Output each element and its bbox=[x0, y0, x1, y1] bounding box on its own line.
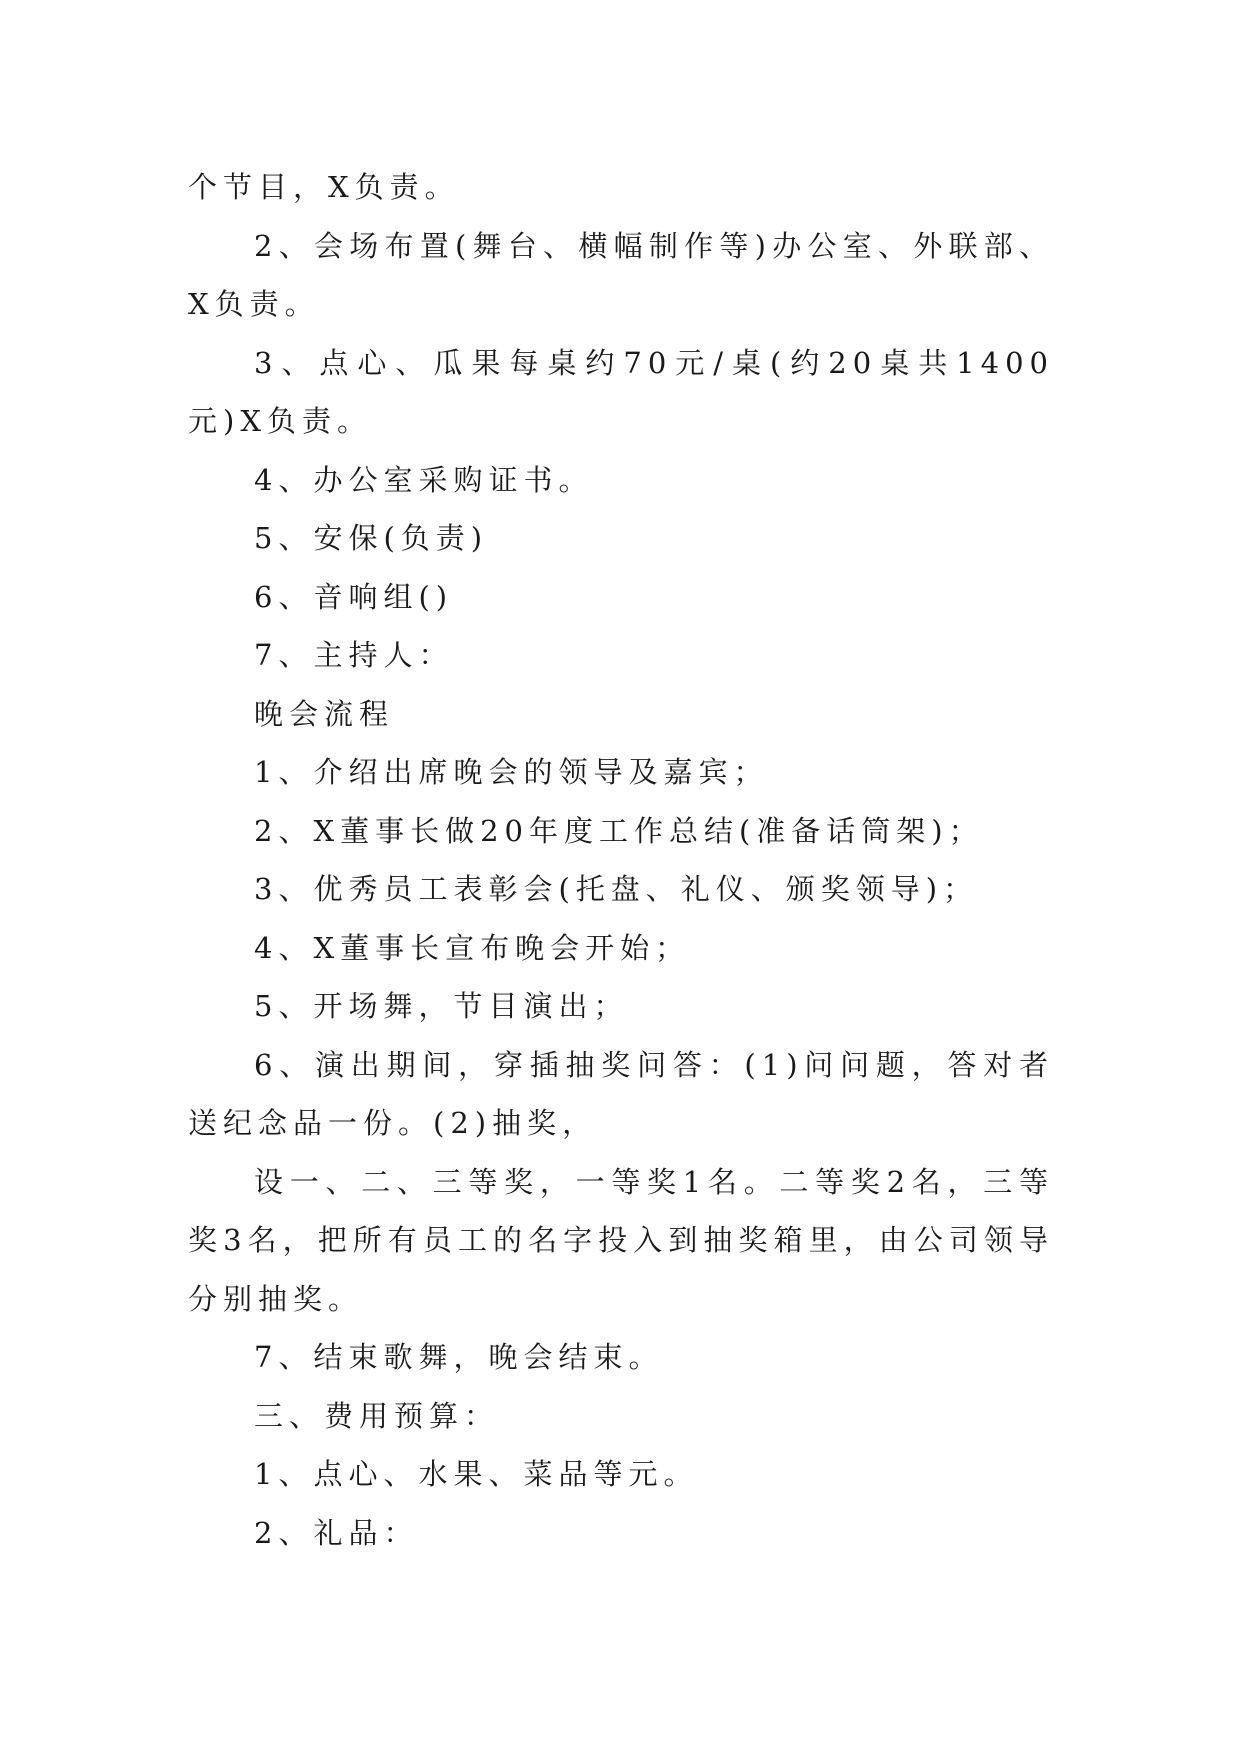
paragraph-19: 2、礼品： bbox=[254, 1515, 419, 1550]
paragraph-16: 7、结束歌舞，晚会结束。 bbox=[254, 1340, 664, 1374]
paragraph-10: 2、X董事长做20年度工作总结(准备话筒架)； bbox=[254, 813, 984, 848]
paragraph-13: 5、开场舞，节目演出； bbox=[254, 989, 629, 1023]
paragraph-5: 5、安保(负责) bbox=[254, 521, 489, 555]
paragraph-15: 设一、二、三等奖，一等奖1名。二等奖2名，三等奖3名，把所有员工的名字投入到抽奖箱里，由公司领导分别抽奖。 bbox=[188, 1164, 1054, 1316]
paragraph-1: 个节目，X负责。 bbox=[188, 170, 460, 204]
paragraph-6: 6、音响组() bbox=[254, 579, 454, 614]
section-heading-evening-program: 晚会流程 bbox=[254, 696, 395, 731]
paragraph-7: 7、主持人： bbox=[254, 638, 454, 672]
paragraph-11: 3、优秀员工表彰会(托盘、礼仪、颁奖领导)； bbox=[254, 872, 979, 906]
section-heading-budget: 三、费用预算： bbox=[254, 1398, 500, 1433]
document-body bbox=[188, 158, 1054, 1562]
paragraph-3: 3、点心、瓜果每桌约70元/桌(约20桌共1400元)X负责。 bbox=[188, 345, 1054, 438]
paragraph-9: 1、介绍出席晚会的领导及嘉宾； bbox=[254, 755, 769, 789]
paragraph-18: 1、点心、水果、菜品等元。 bbox=[254, 1457, 699, 1491]
paragraph-2: 2、会场布置(舞台、横幅制作等)办公室、外联部、X负责。 bbox=[188, 228, 1054, 321]
paragraph-14: 6、演出期间，穿插抽奖问答：(1)问问题，答对者送纪念品一份。(2)抽奖， bbox=[188, 1047, 1054, 1140]
paragraph-12: 4、X董事长宣布晚会开始； bbox=[254, 930, 691, 965]
paragraph-4: 4、办公室采购证书。 bbox=[254, 462, 594, 497]
